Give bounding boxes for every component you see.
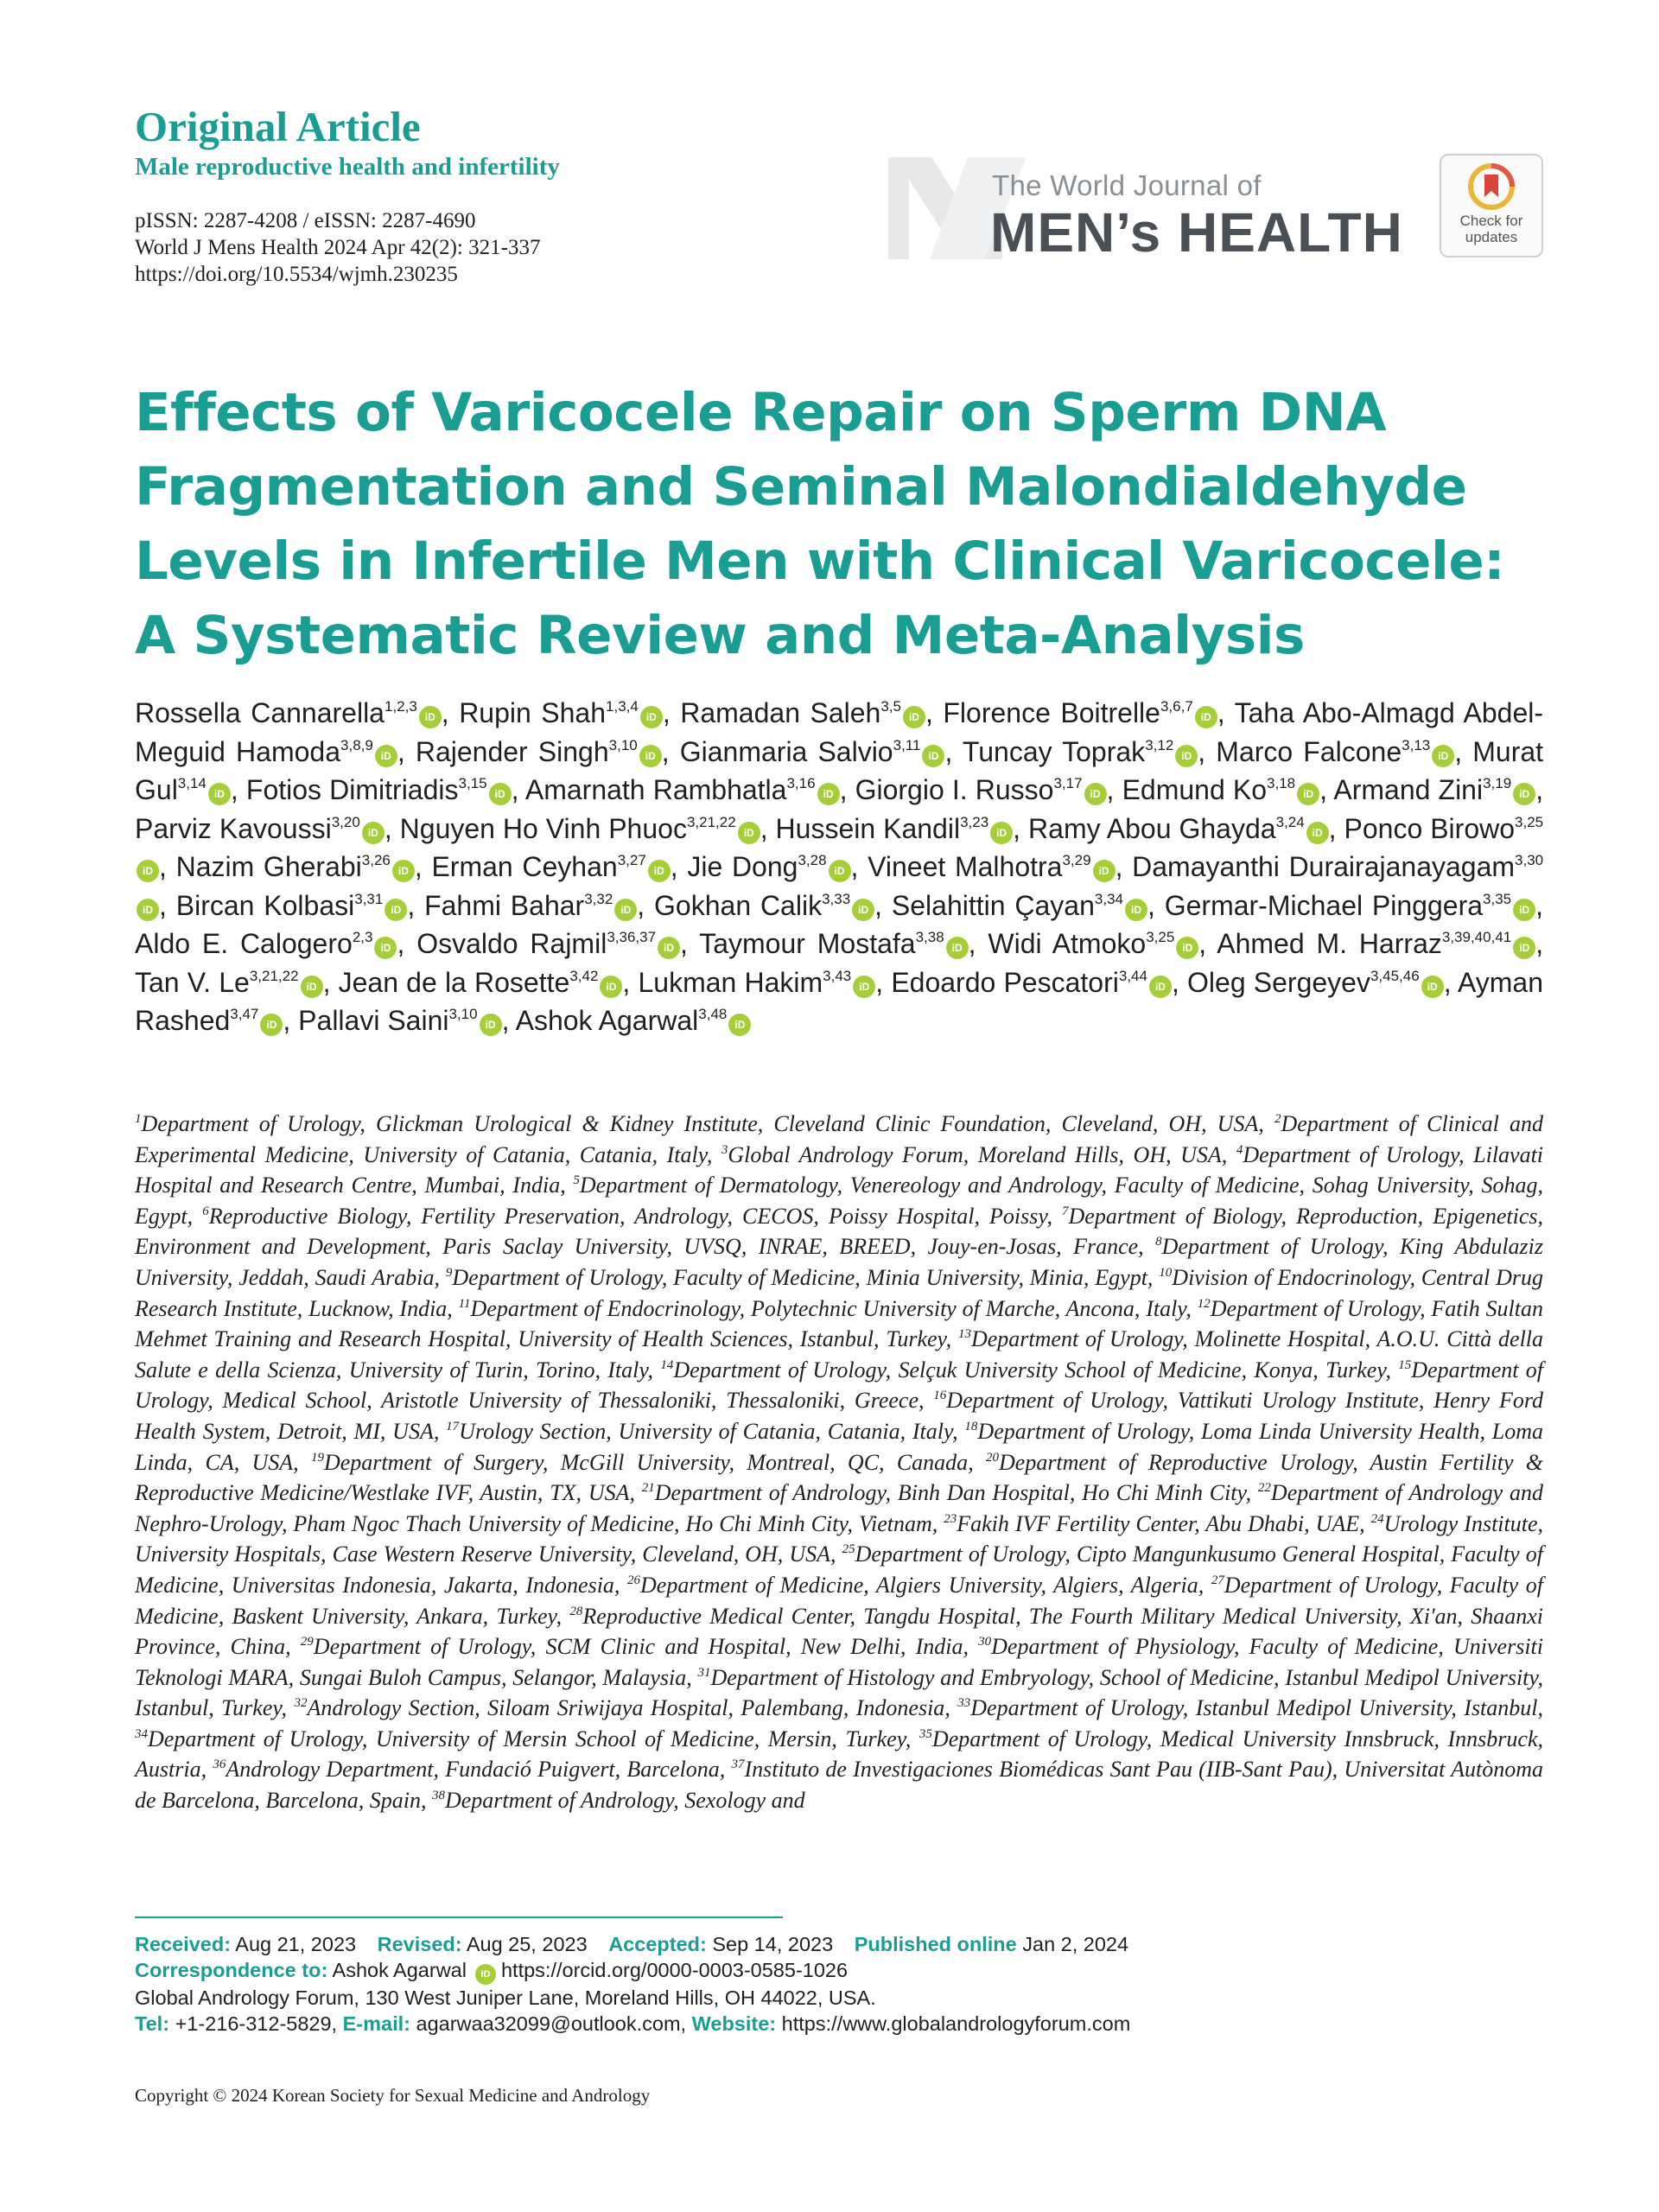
- author-affiliation-numbers: 3,16: [786, 775, 816, 791]
- affiliation-number: 26: [627, 1573, 640, 1587]
- affiliation-text: Department of Andrology, Binh Dan Hospital, Ho Chi Minh City: [654, 1480, 1246, 1506]
- author-affiliation-numbers: 3,10: [608, 736, 638, 753]
- affiliation: [202, 1204, 1046, 1229]
- orcid-icon[interactable]: iD: [817, 783, 840, 805]
- author[interactable]: [400, 813, 760, 844]
- author[interactable]: [1333, 774, 1535, 805]
- author[interactable]: [1165, 890, 1535, 921]
- orcid-icon[interactable]: iD: [1306, 822, 1329, 844]
- author-name[interactable]: Germar-Michael Pinggera: [1164, 889, 1484, 921]
- author[interactable]: [699, 928, 968, 959]
- affiliation-number: 18: [964, 1419, 978, 1433]
- affiliation-number: 2: [1274, 1112, 1281, 1126]
- author-name[interactable]: Rupin Shah: [459, 697, 607, 728]
- orcid-link[interactable]: https://orcid.org/0000-0003-0585-1026: [500, 1959, 849, 1981]
- author-name[interactable]: Damayanthi Durairajanayagam: [1132, 851, 1516, 882]
- orcid-icon[interactable]: iD: [946, 937, 969, 959]
- affiliation-number: 8: [1155, 1235, 1162, 1249]
- author[interactable]: [1187, 967, 1444, 998]
- author-affiliation-numbers: 3,29: [1062, 852, 1091, 868]
- author-affiliation-numbers: 3,27: [617, 852, 646, 868]
- author-name[interactable]: Bircan Kolbasi: [175, 889, 355, 921]
- affiliation: [294, 1695, 944, 1720]
- author[interactable]: [638, 967, 875, 998]
- orcid-icon[interactable]: iD: [1513, 937, 1535, 959]
- affiliation: [459, 1296, 1186, 1321]
- author-name[interactable]: Ahmed M. Harraz: [1217, 928, 1442, 959]
- author-affiliation-numbers: 3,32: [584, 890, 613, 907]
- copyright-notice: Copyright © 2024 Korean Society for Sexual Medicine and Andrology: [135, 2085, 651, 2106]
- author-affiliation-numbers: 3,44: [1118, 967, 1147, 984]
- affiliation-number: 6: [202, 1204, 209, 1218]
- affiliation: [721, 1142, 1222, 1167]
- author-affiliation-numbers: 3,15: [458, 775, 487, 791]
- orcid-icon[interactable]: iD: [829, 860, 851, 882]
- author-affiliation-numbers: 1,3,4: [606, 698, 639, 715]
- received-date: Aug 21, 2023: [235, 1933, 357, 1955]
- affiliation: [627, 1573, 1198, 1598]
- affiliation-number: 22: [1257, 1481, 1271, 1496]
- affiliation-text: Department of Urology, SCM Clinic and Hospital, New Delhi, India: [313, 1634, 963, 1660]
- affiliation-number: 23: [944, 1511, 957, 1526]
- author-name[interactable]: Ramadan Saleh: [680, 697, 881, 728]
- correspondence-name: Ashok Agarwal: [332, 1959, 467, 1981]
- orcid-icon[interactable]: iD: [419, 706, 442, 728]
- author[interactable]: [1216, 736, 1454, 767]
- author-affiliation-numbers: 3,24: [1275, 813, 1305, 830]
- author-name[interactable]: Selahittin Çayan: [891, 889, 1095, 921]
- author-name[interactable]: Lukman Hakim: [638, 966, 823, 998]
- author-name[interactable]: Murat Gul: [135, 735, 1544, 805]
- author-affiliation-numbers: 3,20: [331, 813, 360, 830]
- affiliation: [446, 1419, 952, 1444]
- affiliation-number: 16: [933, 1389, 947, 1403]
- affiliation-text: Instituto de Investigaciones Biomédicas Sant Pau (IIB-Sant Pau), Universitat Autònoma de Barcelona, Barcelona, Spain: [135, 1757, 1544, 1814]
- author[interactable]: [298, 1005, 501, 1036]
- author-affiliation-numbers: 3,13: [1402, 736, 1431, 753]
- correspondence-line: Correspondence to: Ashok Agarwal iD https://orcid.org/0000-0003-0585-1026: [135, 1957, 1543, 1985]
- author-name[interactable]: Giorgio I. Russo: [855, 774, 1054, 805]
- author-affiliation-numbers: 3,17: [1053, 775, 1083, 791]
- author-list: Rossella Cannarella$^{1,2,3}$iD , Rupin Shah$^{1,3,4}$iD , Ramadan Saleh$^{3,5}$iD , Florence Boitrelle$^{3,6,7}$iD , Taha Abo-Almagd Abdel-Meguid Hamoda$^{3,8,9}$iD , Rajender Singh$^{3,10}$iD , Gianmaria Salvio$^{3,11}$iD , Tuncay Toprak$^{3,12}$iD , Marco Falcone$^{3,13}$iD , Murat Gul$^{3,14}$iD , Fotios Dimitriadis$^{3,15}$iD , Amarnath Rambhatla$^{3,16}$iD , Giorgio I. Russo$^{3,17}$iD , Edmund Ko$^{3,18}$iD , Armand Zini$^{3,19}$iD , Parviz Kavoussi$^{3,20}$iD , Nguyen Ho Vinh Phuoc$^{3,21,22}$iD , Hussein Kandil$^{3,23}$iD , Ramy Abou Ghayda$^{3,24}$iD , Ponco Birowo$^{3,25}$iD , Nazim Gherabi$^{3,26}$iD , Erman Ceyhan$^{3,27}$iD , Jie Dong$^{3,28}$iD , Vineet Malhotra$^{3,29}$iD , Damayanthi Durairajanayagam$^{3,30}$iD , Bircan Kolbasi$^{3,31}$iD , Fahmi Bahar$^{3,32}$iD , Gokhan Calik$^{3,33}$iD , Selahittin Çayan$^{3,34}$iD , Germar-Michael Pinggera$^{3,35}$iD , Aldo E. Calogero$^{2,3}$iD , Osvaldo Rajmil$^{3,36,37}$iD , Taymour Mostafa$^{3,38}$iD , Widi Atmoko$^{3,25}$iD , Ahmed M. Harraz$^{3,39,40,41}$iD , Tan V. Le$^{3,21,22}$iD , Jean de la Rosette$^{3,42}$iD , Lukman Hakim$^{3,43}$iD , Edoardo Pescatori$^{3,44}$iD , Oleg Sergeyev$^{3,45,46}$iD , Ayman Rashed$^{3,47}$iD , Pallavi Saini$^{3,10}$iD , Ashok Agarwal$^{3,48}$iD: [135, 697, 1544, 1036]
- author-affiliation-numbers: 3,47: [230, 1006, 259, 1022]
- affiliation-text: Department of Andrology and Nephro-Urology, Pham Ngoc Thach University of Medicine, Ho Chi Minh City, Vietnam: [135, 1480, 1543, 1536]
- author[interactable]: [176, 851, 415, 882]
- author-name[interactable]: Hussein Kandil: [775, 812, 961, 844]
- affiliation-text: Department of Urology, Medical School, Aristotle University of Thessaloniki, Thessaloniki, Greece: [135, 1357, 1544, 1414]
- author-affiliation-numbers: 3,18: [1267, 775, 1296, 791]
- author-affiliation-numbers: 3,19: [1483, 775, 1512, 791]
- author[interactable]: [416, 736, 662, 767]
- author-affiliation-numbers: 3,30: [1515, 852, 1544, 868]
- author-affiliation-numbers: 3,33: [822, 890, 851, 907]
- author-affiliation-numbers: 3,43: [823, 967, 852, 984]
- author-affiliation-numbers: 3,35: [1483, 890, 1512, 907]
- author-affiliation-numbers: 1,2,3: [384, 698, 417, 715]
- doi-link[interactable]: https://doi.org/10.5534/wjmh.230235: [135, 263, 458, 286]
- author-affiliation-numbers: 2,3: [352, 929, 373, 945]
- author-affiliation-numbers: 3,23: [960, 813, 989, 830]
- orcid-icon[interactable]: iD: [640, 706, 663, 728]
- author-name[interactable]: Osvaldo Rajmil: [416, 928, 607, 959]
- affiliation-text: Department of Dermatology, Venereology and Andrology, Faculty of Medicine, Sohag University, Sohag, Egypt: [135, 1173, 1543, 1229]
- affiliation-text: Department of Endocrinology, Polytechnic University of Marche, Ancona, Italy: [470, 1295, 1186, 1321]
- author[interactable]: [246, 774, 512, 805]
- journal-name-small: The World Journal of: [992, 169, 1262, 201]
- author[interactable]: [1028, 813, 1329, 844]
- orcid-icon[interactable]: iD: [990, 822, 1013, 844]
- author[interactable]: [680, 736, 945, 767]
- affiliation-text: Department of Urology, Faculty of Medicine, Baskent University, Ankara, Turkey: [135, 1572, 1543, 1629]
- author-affiliation-numbers: 3,38: [915, 929, 944, 945]
- author[interactable]: [943, 697, 1217, 728]
- author-affiliation-numbers: 3,6,7: [1160, 698, 1193, 715]
- orcid-icon[interactable]: iD: [1125, 899, 1147, 921]
- orcid-icon[interactable]: iD: [922, 745, 944, 767]
- address-line: Global Andrology Forum, 130 West Juniper Lane, Moreland Hills, OH 44022, USA.: [135, 1986, 876, 2009]
- affiliation: [311, 1450, 968, 1475]
- author-name[interactable]: Edmund Ko: [1122, 774, 1268, 805]
- affiliation-text: Department of Clinical and Experimental Medicine, University of Catania, Catania, Italy: [135, 1111, 1544, 1167]
- author-name[interactable]: Armand Zini: [1333, 774, 1484, 805]
- affiliation-number: 31: [697, 1665, 711, 1680]
- affiliation-number: 35: [918, 1726, 932, 1741]
- affiliation-number: 36: [213, 1758, 226, 1772]
- affiliation-text: Department of Urology, Faculty of Medicine, Minia University, Minia, Egypt: [452, 1264, 1147, 1290]
- orcid-icon[interactable]: iD: [1432, 745, 1454, 767]
- orcid-icon[interactable]: iD: [1513, 899, 1535, 921]
- author-affiliation-numbers: 3,8,9: [340, 736, 373, 753]
- affiliation-number: 29: [300, 1635, 314, 1649]
- affiliation-text: Urology Section, University of Catania, Catania, Italy: [459, 1418, 953, 1444]
- orcid-icon[interactable]: iD: [489, 783, 512, 805]
- affiliation-text: Department of Reproductive Urology, Austin Fertility & Reproductive Medicine/Westlake IVF, Austin, TX, USA: [135, 1449, 1544, 1506]
- author-name[interactable]: Nazim Gherabi: [175, 851, 362, 882]
- affiliation-text: Department of Urology, Glickman Urological & Kidney Institute, Cleveland Clinic Foundation, Cleveland, OH, USA: [141, 1111, 1259, 1136]
- journal-name-big: MEN’s HEALTH: [990, 201, 1403, 264]
- title-line: Fragmentation and Seminal Malondialdehyde: [135, 456, 1467, 518]
- affiliation-number: 14: [660, 1357, 674, 1372]
- affiliation-number: 38: [431, 1789, 445, 1803]
- author-name[interactable]: Taymour Mostafa: [699, 928, 916, 959]
- title-line: Effects of Varicocele Repair on Sperm DNA: [135, 382, 1387, 443]
- email-link[interactable]: agarwaa32099@outlook.com,: [416, 2012, 687, 2035]
- author[interactable]: [135, 928, 397, 959]
- affiliation-number: 27: [1211, 1573, 1224, 1587]
- affiliation-text: Department of Urology, Loma Linda University Health, Loma Linda, CA, USA: [135, 1418, 1544, 1475]
- orcid-icon[interactable]: iD: [728, 1014, 751, 1036]
- affiliation-number: 33: [957, 1696, 971, 1711]
- affiliation-text: Division of Endocrinology, Central Drug Research Institute, Lucknow, India: [135, 1264, 1544, 1321]
- affiliation-text: Department of Urology, University of Mersin School of Medicine, Mersin, Turkey: [148, 1726, 906, 1751]
- author[interactable]: [855, 774, 1107, 805]
- orcid-icon[interactable]: iD: [385, 899, 407, 921]
- website-link[interactable]: https://www.globalandrologyforum.com: [781, 2012, 1131, 2035]
- affiliation-text: Department of Urology, Medical University Innsbruck, Innsbruck, Austria: [135, 1726, 1543, 1783]
- bookmark-icon: [1465, 161, 1517, 213]
- author-name[interactable]: Marco Falcone: [1216, 735, 1402, 767]
- author[interactable]: [891, 967, 1172, 998]
- author-affiliation-numbers: 3,25: [1146, 929, 1175, 945]
- author[interactable]: [654, 890, 874, 921]
- affiliation-number: 13: [957, 1327, 971, 1342]
- author-name[interactable]: Ayman Rashed: [135, 966, 1544, 1036]
- affiliation-number: 7: [1062, 1204, 1069, 1218]
- orcid-icon[interactable]: iD: [208, 783, 231, 805]
- affiliation-number: 28: [569, 1604, 583, 1618]
- affiliation-number: 12: [1197, 1296, 1211, 1311]
- affiliation-number: 20: [986, 1450, 999, 1465]
- affiliation-number: 4: [1236, 1142, 1243, 1157]
- affiliation-text: Department of Urology, Istanbul Medipol University, Istanbul: [970, 1695, 1538, 1721]
- citation-line: World J Mens Health 2024 Apr 42(2): 321-337: [135, 236, 541, 259]
- author-name[interactable]: Ashok Agarwal: [515, 1005, 699, 1036]
- author-affiliation-numbers: 3,14: [177, 775, 207, 791]
- author-name[interactable]: Jean de la Rosette: [338, 966, 570, 998]
- orcid-icon[interactable]: iD: [301, 976, 323, 998]
- affiliation-number: 21: [641, 1481, 655, 1496]
- author-name[interactable]: Aldo E. Calogero: [135, 928, 353, 959]
- author-name[interactable]: Edoardo Pescatori: [891, 966, 1119, 998]
- affiliation-number: 32: [294, 1696, 308, 1711]
- check-updates-label: Check for updates: [1459, 213, 1523, 245]
- author-name[interactable]: Pallavi Saini: [298, 1005, 449, 1036]
- affiliation-text: Department of Physiology, Faculty of Medicine, Universiti Teknologi MARA, Sungai Buloh Campus, Selangor, Malaysia: [135, 1634, 1544, 1690]
- author-name[interactable]: Gokhan Calik: [654, 889, 823, 921]
- article-subtype: Male reproductive health and infertility: [135, 153, 560, 181]
- author[interactable]: [416, 928, 680, 959]
- author-name[interactable]: Taha Abo-Almagd Abdel-Meguid Hamoda: [135, 697, 1544, 767]
- orcid-icon[interactable]: iD: [260, 1014, 283, 1036]
- author[interactable]: [424, 890, 637, 921]
- author[interactable]: [176, 890, 408, 921]
- telephone: +1-216-312-5829,: [175, 2012, 338, 2035]
- affiliation-number: 30: [978, 1635, 992, 1649]
- orcid-icon[interactable]: iD: [1421, 976, 1444, 998]
- author-name[interactable]: Oleg Sergeyev: [1187, 966, 1370, 998]
- issn-line: pISSN: 2287-4208 / eISSN: 2287-4690: [135, 209, 476, 232]
- author-name[interactable]: Ponco Birowo: [1344, 812, 1516, 844]
- author-affiliation-numbers: 3,34: [1094, 890, 1123, 907]
- author-affiliation-numbers: 3,12: [1145, 736, 1174, 753]
- orcid-icon[interactable]: iD: [853, 976, 875, 998]
- header-block: [135, 102, 912, 288]
- author[interactable]: [135, 813, 385, 844]
- orcid-icon[interactable]: iD: [1175, 745, 1198, 767]
- published-date: Jan 2, 2024: [1022, 1933, 1129, 1955]
- affiliation-text: Department of Urology, Selçuk University School of Medicine, Konya, Turkey: [673, 1357, 1386, 1382]
- author[interactable]: [963, 736, 1198, 767]
- author-name[interactable]: Erman Ceyhan: [431, 851, 618, 882]
- author-name[interactable]: Gianmaria Salvio: [679, 735, 893, 767]
- author[interactable]: [431, 851, 670, 882]
- author-name[interactable]: Fotios Dimitriadis: [245, 774, 459, 805]
- affiliation-text: Fakih IVF Fertility Center, Abu Dhabi, UAE: [957, 1510, 1360, 1536]
- author[interactable]: [135, 967, 323, 998]
- author-name[interactable]: Parviz Kavoussi: [135, 812, 332, 844]
- orcid-icon[interactable]: iD: [903, 706, 925, 728]
- title-line: Levels in Infertile Men with Clinical Varicocele:: [135, 531, 1505, 592]
- author-affiliation-numbers: 3,11: [893, 736, 921, 753]
- orcid-icon[interactable]: iD: [1176, 937, 1198, 959]
- check-for-updates-button[interactable]: [1440, 154, 1543, 257]
- orcid-icon[interactable]: iD: [1149, 976, 1172, 998]
- contact-line: Tel: +1-216-312-5829, E-mail: agarwaa32099@outlook.com, Website: https://www.globalandrologyforum.com: [135, 2012, 1131, 2035]
- author-affiliation-numbers: 3,28: [798, 852, 827, 868]
- author[interactable]: [135, 697, 442, 728]
- affiliation-text: Department of Urology, King Abdulaziz University, Jeddah, Saudi Arabia: [135, 1234, 1544, 1290]
- affiliations-list: $^1$Department of Urology, Glickman Urological & Kidney Institute, Cleveland Clinic Foundation, Cleveland, OH, USA, $^2$Department of Clinical and Experimental Medicine, University of Catania, Catania, Italy, $^3$Global Andrology Forum, Moreland Hills, OH, USA, $^4$Department of Urology, Lilavati Hospital and Research Centre, Mumbai, India, $^5$Department of Dermatology, Venereology and Andrology, Faculty of Medicine, Sohag University, Sohag, Egypt, $^6$Reproductive Biology, Fertility Preservation, Andrology, CECOS, Poissy Hospital, Poissy, $^7$Department of Biology, Reproduction, Epigenetics, Environment and Development, Paris Saclay University, UVSQ, INRAE, BREED, Jouy-en-Josas, France, $^8$Department of Urology, King Abdulaziz University, Jeddah, Saudi Arabia, $^9$Department of Urology, Faculty of Medicine, Minia University, Minia, Egypt, $^{10}$Division of Endocrinology, Central Drug Research Institute, Lucknow, India, $^{11}$Department of Endocrinology, Polytechnic University of Marche, Ancona, Italy, $^{12}$Department of Urology, Fatih Sultan Mehmet Training and Research Hospital, University of Health Sciences, Istanbul, Turkey, $^{13}$Department of Urology, Molinette Hospital, A.O.U. Città della Salute e della Scienza, University of Turin, Torino, Italy, $^{14}$Department of Urology, Selçuk University School of Medicine, Konya, Turkey, $^{15}$Department of Urology, Medical School, Aristotle University of Thessaloniki, Thessaloniki, Greece, $^{16}$Department of Urology, Vattikuti Urology Institute, Henry Ford Health System, Detroit, MI, USA, $^{17}$Urology Section, University of Catania, Catania, Italy, $^{18}$Department of Urology, Loma Linda University Health, Loma Linda, CA, USA, $^{19}$Department of Surgery, McGill University, Montreal, QC, Canada, $^{20}$Department of Reproductive Urology, Austin Fertility & Reproductive Medicine/Westlake IVF, Austin, TX, USA, $^{21}$Department of Andrology, Binh Dan Hospital, Ho Chi Minh City, $^{22}$Department of Andrology and Nephro-Urology, Pham Ngoc Thach University of Medicine, Ho Chi Minh City, Vietnam, $^{23}$Fakih IVF Fertility Center, Abu Dhabi, UAE, $^{24}$Urology Institute, University Hospitals, Case Western Reserve University, Cleveland, OH, USA, $^{25}$Department of Urology, Cipto Mangunkusumo General Hospital, Faculty of Medicine, Universitas Indonesia, Jakarta, Indonesia, $^{26}$Department of Medicine, Algiers University, Algiers, Algeria, $^{27}$Department of Urology, Faculty of Medicine, Baskent University, Ankara, Turkey, $^{28}$Reproductive Medical Center, Tangdu Hospital, The Fourth Military Medical University, Xi'an, Shaanxi Province, China, $^{29}$Department of Urology, SCM Clinic and Hospital, New Delhi, India, $^{30}$Department of Physiology, Faculty of Medicine, Universiti Teknologi MARA, Sungai Buloh Campus, Selangor, Malaysia, $^{31}$Department of Histology and Embryology, School of Medicine, Istanbul Medipol University, Istanbul, Turkey, $^{32}$Andrology Section, Siloam Sriwijaya Hospital, Palembang, Indonesia, $^{33}$Department of Urology, Istanbul Medipol University, Istanbul, $^{34}$Department of Urology, University of Mersin School of Medicine, Mersin, Turkey, $^{35}$Department of Urology, Medical University Innsbruck, Innsbruck, Austria, $^{36}$Andrology Department, Fundació Puigvert, Barcelona, $^{37}$Instituto de Investigaciones Biomédicas Sant Pau (IIB-Sant Pau), Universitat Autònoma de Barcelona, Barcelona, Spain, $^{38}$Department of Andrology, Sexology and: [135, 1111, 1544, 1814]
- author-name[interactable]: Tuncay Toprak: [962, 735, 1146, 767]
- author-affiliation-numbers: 3,26: [361, 852, 391, 868]
- author[interactable]: [339, 967, 623, 998]
- orcid-icon[interactable]: iD: [1195, 706, 1217, 728]
- affiliation: [957, 1695, 1537, 1720]
- author[interactable]: [687, 851, 850, 882]
- author-name[interactable]: Jie Dong: [687, 851, 798, 882]
- affiliation-text: Department of Andrology, Sexology and: [444, 1788, 805, 1814]
- orcid-icon[interactable]: iD: [648, 860, 671, 882]
- affiliation-number: 17: [446, 1419, 460, 1433]
- affiliation-text: Department of Urology, Lilavati Hospital and Research Centre, Mumbai, India: [135, 1141, 1544, 1198]
- orcid-icon[interactable]: iD: [658, 937, 680, 959]
- author-affiliation-numbers: 3,39,40,41: [1441, 929, 1512, 945]
- author[interactable]: [776, 813, 1014, 844]
- orcid-icon[interactable]: iD: [475, 1964, 496, 1985]
- author-name[interactable]: Nguyen Ho Vinh Phuoc: [399, 812, 687, 844]
- author[interactable]: [892, 890, 1147, 921]
- author-affiliation-numbers: 3,5: [880, 698, 901, 715]
- title-line: A Systematic Review and Meta-Analysis: [135, 605, 1305, 666]
- affiliation-number: 5: [573, 1173, 580, 1188]
- affiliation-number: 9: [445, 1265, 453, 1280]
- author-name[interactable]: Amarnath Rambhatla: [524, 774, 787, 805]
- author-name[interactable]: Florence Boitrelle: [943, 697, 1160, 728]
- orcid-icon[interactable]: iD: [639, 745, 662, 767]
- affiliation: [135, 1726, 906, 1751]
- orcid-icon[interactable]: iD: [362, 822, 385, 844]
- author-affiliation-numbers: 3,10: [448, 1006, 478, 1022]
- orcid-icon[interactable]: iD: [392, 860, 415, 882]
- article-type: Original Article: [135, 103, 421, 150]
- affiliation: [446, 1265, 1147, 1290]
- author-name[interactable]: Tan V. Le: [135, 966, 250, 998]
- orcid-icon[interactable]: iD: [1084, 783, 1107, 805]
- author-affiliation-numbers: 3,42: [569, 967, 599, 984]
- affiliation-text: Department of Urology, Fatih Sultan Mehmet Training and Research Hospital, University of Health Sciences, Istanbul, Turkey: [135, 1295, 1544, 1352]
- accepted-date: Sep 14, 2023: [712, 1933, 834, 1955]
- affiliation-text: Department of Urology, Molinette Hospital, A.O.U. Città della Salute e della Scienza, University of Turin, Torino, Italy: [135, 1326, 1544, 1382]
- affiliation-number: 1: [135, 1112, 142, 1126]
- author-name[interactable]: Vineet Malhotra: [868, 851, 1063, 882]
- author[interactable]: [988, 928, 1198, 959]
- orcid-icon[interactable]: iD: [852, 899, 874, 921]
- author[interactable]: [680, 697, 925, 728]
- author-affiliation-numbers: 3,25: [1515, 813, 1544, 830]
- orcid-icon[interactable]: iD: [375, 745, 397, 767]
- affiliation-text: Department of Urology, Cipto Mangunkusumo General Hospital, Faculty of Medicine, Universitas Indonesia, Jakarta, Indonesia: [135, 1541, 1543, 1598]
- affiliation: [213, 1757, 719, 1782]
- revised-date: Aug 25, 2023: [466, 1933, 588, 1955]
- affiliation-text: Department of Biology, Reproduction, Epigenetics, Environment and Development, Paris Saclay University, UVSQ, INRAE, BREED, Jouy-en-Josas, France: [135, 1203, 1543, 1260]
- affiliation: [432, 1788, 805, 1813]
- orcid-icon[interactable]: iD: [1513, 783, 1535, 805]
- orcid-icon[interactable]: iD: [137, 860, 159, 882]
- author-name[interactable]: Rossella Cannarella: [135, 697, 385, 728]
- author-name[interactable]: Widi Atmoko: [988, 928, 1147, 959]
- footer-divider: [135, 1916, 783, 1918]
- orcid-icon[interactable]: iD: [374, 937, 397, 959]
- affiliation-number: 25: [842, 1542, 855, 1557]
- author[interactable]: [459, 697, 663, 728]
- affiliation: [135, 1111, 1258, 1136]
- author-affiliation-numbers: 3,48: [698, 1006, 728, 1022]
- affiliation: [660, 1357, 1385, 1382]
- affiliation-text: Department of Medicine, Algiers University, Algiers, Algeria: [640, 1572, 1198, 1598]
- affiliation-number: 19: [310, 1450, 324, 1465]
- author-affiliation-numbers: 3,36,37: [607, 929, 657, 945]
- author-name[interactable]: Ramy Abou Ghayda: [1028, 812, 1276, 844]
- affiliation-text: Reproductive Medical Center, Tangdu Hospital, The Fourth Military Medical University, Xi'an, Shaanxi Province, China: [135, 1603, 1543, 1660]
- affiliation-number: 3: [721, 1142, 728, 1157]
- affiliation-number: 24: [1370, 1511, 1384, 1526]
- orcid-icon[interactable]: iD: [480, 1014, 502, 1036]
- author-name[interactable]: Rajender Singh: [415, 735, 609, 767]
- author-affiliation-numbers: 3,31: [354, 890, 384, 907]
- orcid-icon[interactable]: iD: [137, 899, 159, 921]
- author-affiliation-numbers: 3,21,22: [249, 967, 299, 984]
- affiliation-text: Andrology Section, Siloam Sriwijaya Hospital, Palembang, Indonesia: [307, 1695, 945, 1721]
- author[interactable]: [1217, 928, 1535, 959]
- affiliation: [944, 1511, 1359, 1536]
- author[interactable]: [868, 851, 1115, 882]
- affiliation-text: Department of Urology, Vattikuti Urology Institute, Henry Ford Health System, Detroit, MI, USA: [135, 1388, 1543, 1444]
- orcid-icon[interactable]: iD: [1093, 860, 1116, 882]
- orcid-icon[interactable]: iD: [738, 822, 760, 844]
- article-title: [135, 376, 1552, 673]
- affiliation-text: Urology Institute, University Hospitals, Case Western Reserve University, Cleveland, OH, USA: [135, 1510, 1544, 1567]
- author-affiliation-numbers: 3,21,22: [686, 813, 736, 830]
- orcid-icon[interactable]: iD: [614, 899, 637, 921]
- affiliation: [642, 1480, 1246, 1505]
- affiliation-number: 34: [135, 1726, 148, 1741]
- dates-line: Received: Aug 21, 2023 Revised: Aug 25, 2023 Accepted: Sep 14, 2023 Published online Jan 2, 2024: [135, 1933, 1129, 1955]
- orcid-icon[interactable]: iD: [600, 976, 622, 998]
- affiliation: [301, 1634, 963, 1659]
- author[interactable]: [1122, 774, 1320, 805]
- affiliation-number: 37: [731, 1758, 745, 1772]
- affiliation-text: Andrology Department, Fundació Puigvert, Barcelona: [226, 1757, 720, 1783]
- affiliation-text: Department of Histology and Embryology, School of Medicine, Istanbul Medipol University, Istanbul, Turkey: [135, 1664, 1544, 1721]
- author[interactable]: [525, 774, 840, 805]
- article-footer: [135, 1931, 1543, 2037]
- affiliation-text: Global Andrology Forum, Moreland Hills, OH, USA: [728, 1141, 1222, 1167]
- orcid-icon[interactable]: iD: [1297, 783, 1319, 805]
- author[interactable]: [516, 1005, 752, 1036]
- affiliation-text: Department of Surgery, McGill University, Montreal, QC, Canada: [323, 1449, 969, 1475]
- affiliation-number: 11: [458, 1296, 471, 1311]
- affiliation-number: 15: [1398, 1357, 1412, 1372]
- affiliation-number: 10: [1159, 1265, 1173, 1280]
- affiliation-text: Reproductive Biology, Fertility Preservation, Andrology, CECOS, Poissy Hospital, Poissy: [208, 1203, 1047, 1229]
- author-affiliation-numbers: 3,45,46: [1370, 967, 1420, 984]
- author-name[interactable]: Fahmi Bahar: [424, 889, 585, 921]
